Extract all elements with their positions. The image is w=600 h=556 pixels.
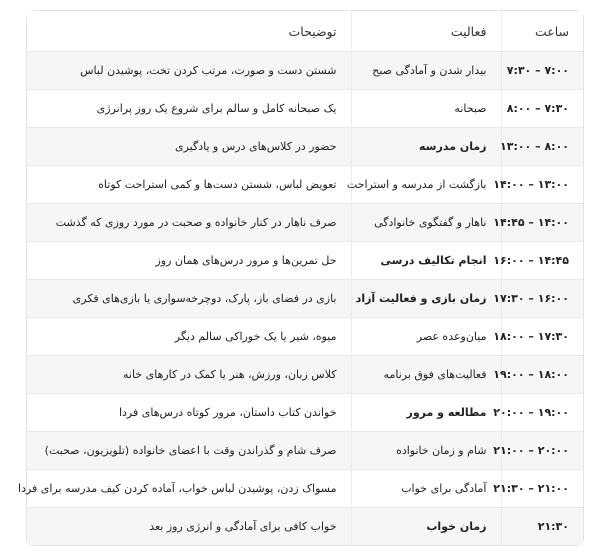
table-row — [27, 508, 583, 546]
cell-description: خواب کافی برای آمادگی و انرژی روز بعد — [27, 508, 351, 546]
schedule-table-container — [18, 10, 584, 546]
cell-time: ۱۸:۰۰ – ۱۹:۰۰ — [501, 356, 583, 394]
cell-activity: میان‌وعده عصر — [351, 318, 501, 356]
cell-activity: ناهار و گفتگوی خانوادگی — [351, 204, 501, 242]
cell-description: یک صبحانه کامل و سالم برای شروع یک روز پرانرژی — [27, 90, 351, 128]
cell-activity: بیدار شدن و آمادگی صبح — [351, 52, 501, 90]
cell-activity: زمان بازی و فعالیت آزاد — [351, 280, 501, 318]
cell-activity: انجام تکالیف درسی — [351, 242, 501, 280]
cell-time: ۱۴:۴۵ – ۱۶:۰۰ — [501, 242, 583, 280]
cell-activity: آمادگی برای خواب — [351, 470, 501, 508]
table-row — [27, 470, 583, 508]
cell-description: بازی در فضای باز، پارک، دوچرخه‌سواری یا بازی‌های فکری — [27, 280, 351, 318]
cell-description: کلاس زبان، ورزش، هنر یا کمک در کارهای خانه — [27, 356, 351, 394]
cell-time: ۲۱:۰۰ – ۲۱:۳۰ — [501, 470, 583, 508]
table-row — [27, 128, 583, 166]
table-row — [27, 432, 583, 470]
cell-activity: زمان خواب — [351, 508, 501, 546]
table-row — [27, 394, 583, 432]
cell-time: ۱۶:۰۰ – ۱۷:۳۰ — [501, 280, 583, 318]
header-activity: فعالیت — [351, 11, 501, 52]
cell-description: شستن دست و صورت، مرتب کردن تخت، پوشیدن لباس — [27, 52, 351, 90]
cell-time: ۱۴:۰۰ – ۱۴:۴۵ — [501, 204, 583, 242]
cell-time: ۷:۳۰ – ۸:۰۰ — [501, 90, 583, 128]
table-row — [27, 318, 583, 356]
cell-time: ۲۱:۳۰ — [501, 508, 583, 546]
cell-time: ۱۹:۰۰ – ۲۰:۰۰ — [501, 394, 583, 432]
table-row — [27, 52, 583, 90]
cell-time: ۲۰:۰۰ – ۲۱:۰۰ — [501, 432, 583, 470]
cell-time: ۸:۰۰ – ۱۳:۰۰ — [501, 128, 583, 166]
cell-description: صرف شام و گذراندن وقت با اعضای خانواده (تلویزیون، صحبت) — [27, 432, 351, 470]
cell-activity: فعالیت‌های فوق برنامه — [351, 356, 501, 394]
cell-activity: صبحانه — [351, 90, 501, 128]
header-time: ساعت — [501, 11, 583, 52]
cell-description: مسواک زدن، پوشیدن لباس خواب، آماده کردن کیف مدرسه برای فردا — [27, 470, 351, 508]
cell-description: خواندن کتاب داستان، مرور کوتاه درس‌های فردا — [27, 394, 351, 432]
cell-activity: شام و زمان خانواده — [351, 432, 501, 470]
cell-description: تعویض لباس، شستن دست‌ها و کمی استراحت کوتاه — [27, 166, 351, 204]
table-header — [27, 11, 583, 52]
table-row — [27, 356, 583, 394]
cell-description: صرف ناهار در کنار خانواده و صحبت در مورد روزی که گذشت — [27, 204, 351, 242]
cell-activity: بازگشت از مدرسه و استراحت — [351, 166, 501, 204]
table-row — [27, 90, 583, 128]
daily-schedule-table — [18, 11, 583, 545]
cell-description: میوه، شیر یا یک خوراکی سالم دیگر — [27, 318, 351, 356]
cell-activity: مطالعه و مرور — [351, 394, 501, 432]
cell-description: حل تمرین‌ها و مرور درس‌های همان روز — [27, 242, 351, 280]
header-description: توضیحات — [27, 11, 351, 52]
table-row — [27, 166, 583, 204]
header-row — [27, 11, 583, 52]
cell-description: حضور در کلاس‌های درس و یادگیری — [27, 128, 351, 166]
table-row — [27, 280, 583, 318]
cell-time: ۱۳:۰۰ – ۱۴:۰۰ — [501, 166, 583, 204]
cell-time: ۱۷:۳۰ – ۱۸:۰۰ — [501, 318, 583, 356]
table-row — [27, 204, 583, 242]
table-row — [27, 242, 583, 280]
cell-time: ۷:۰۰ – ۷:۳۰ — [501, 52, 583, 90]
cell-activity: زمان مدرسه — [351, 128, 501, 166]
table-body — [18, 52, 583, 546]
